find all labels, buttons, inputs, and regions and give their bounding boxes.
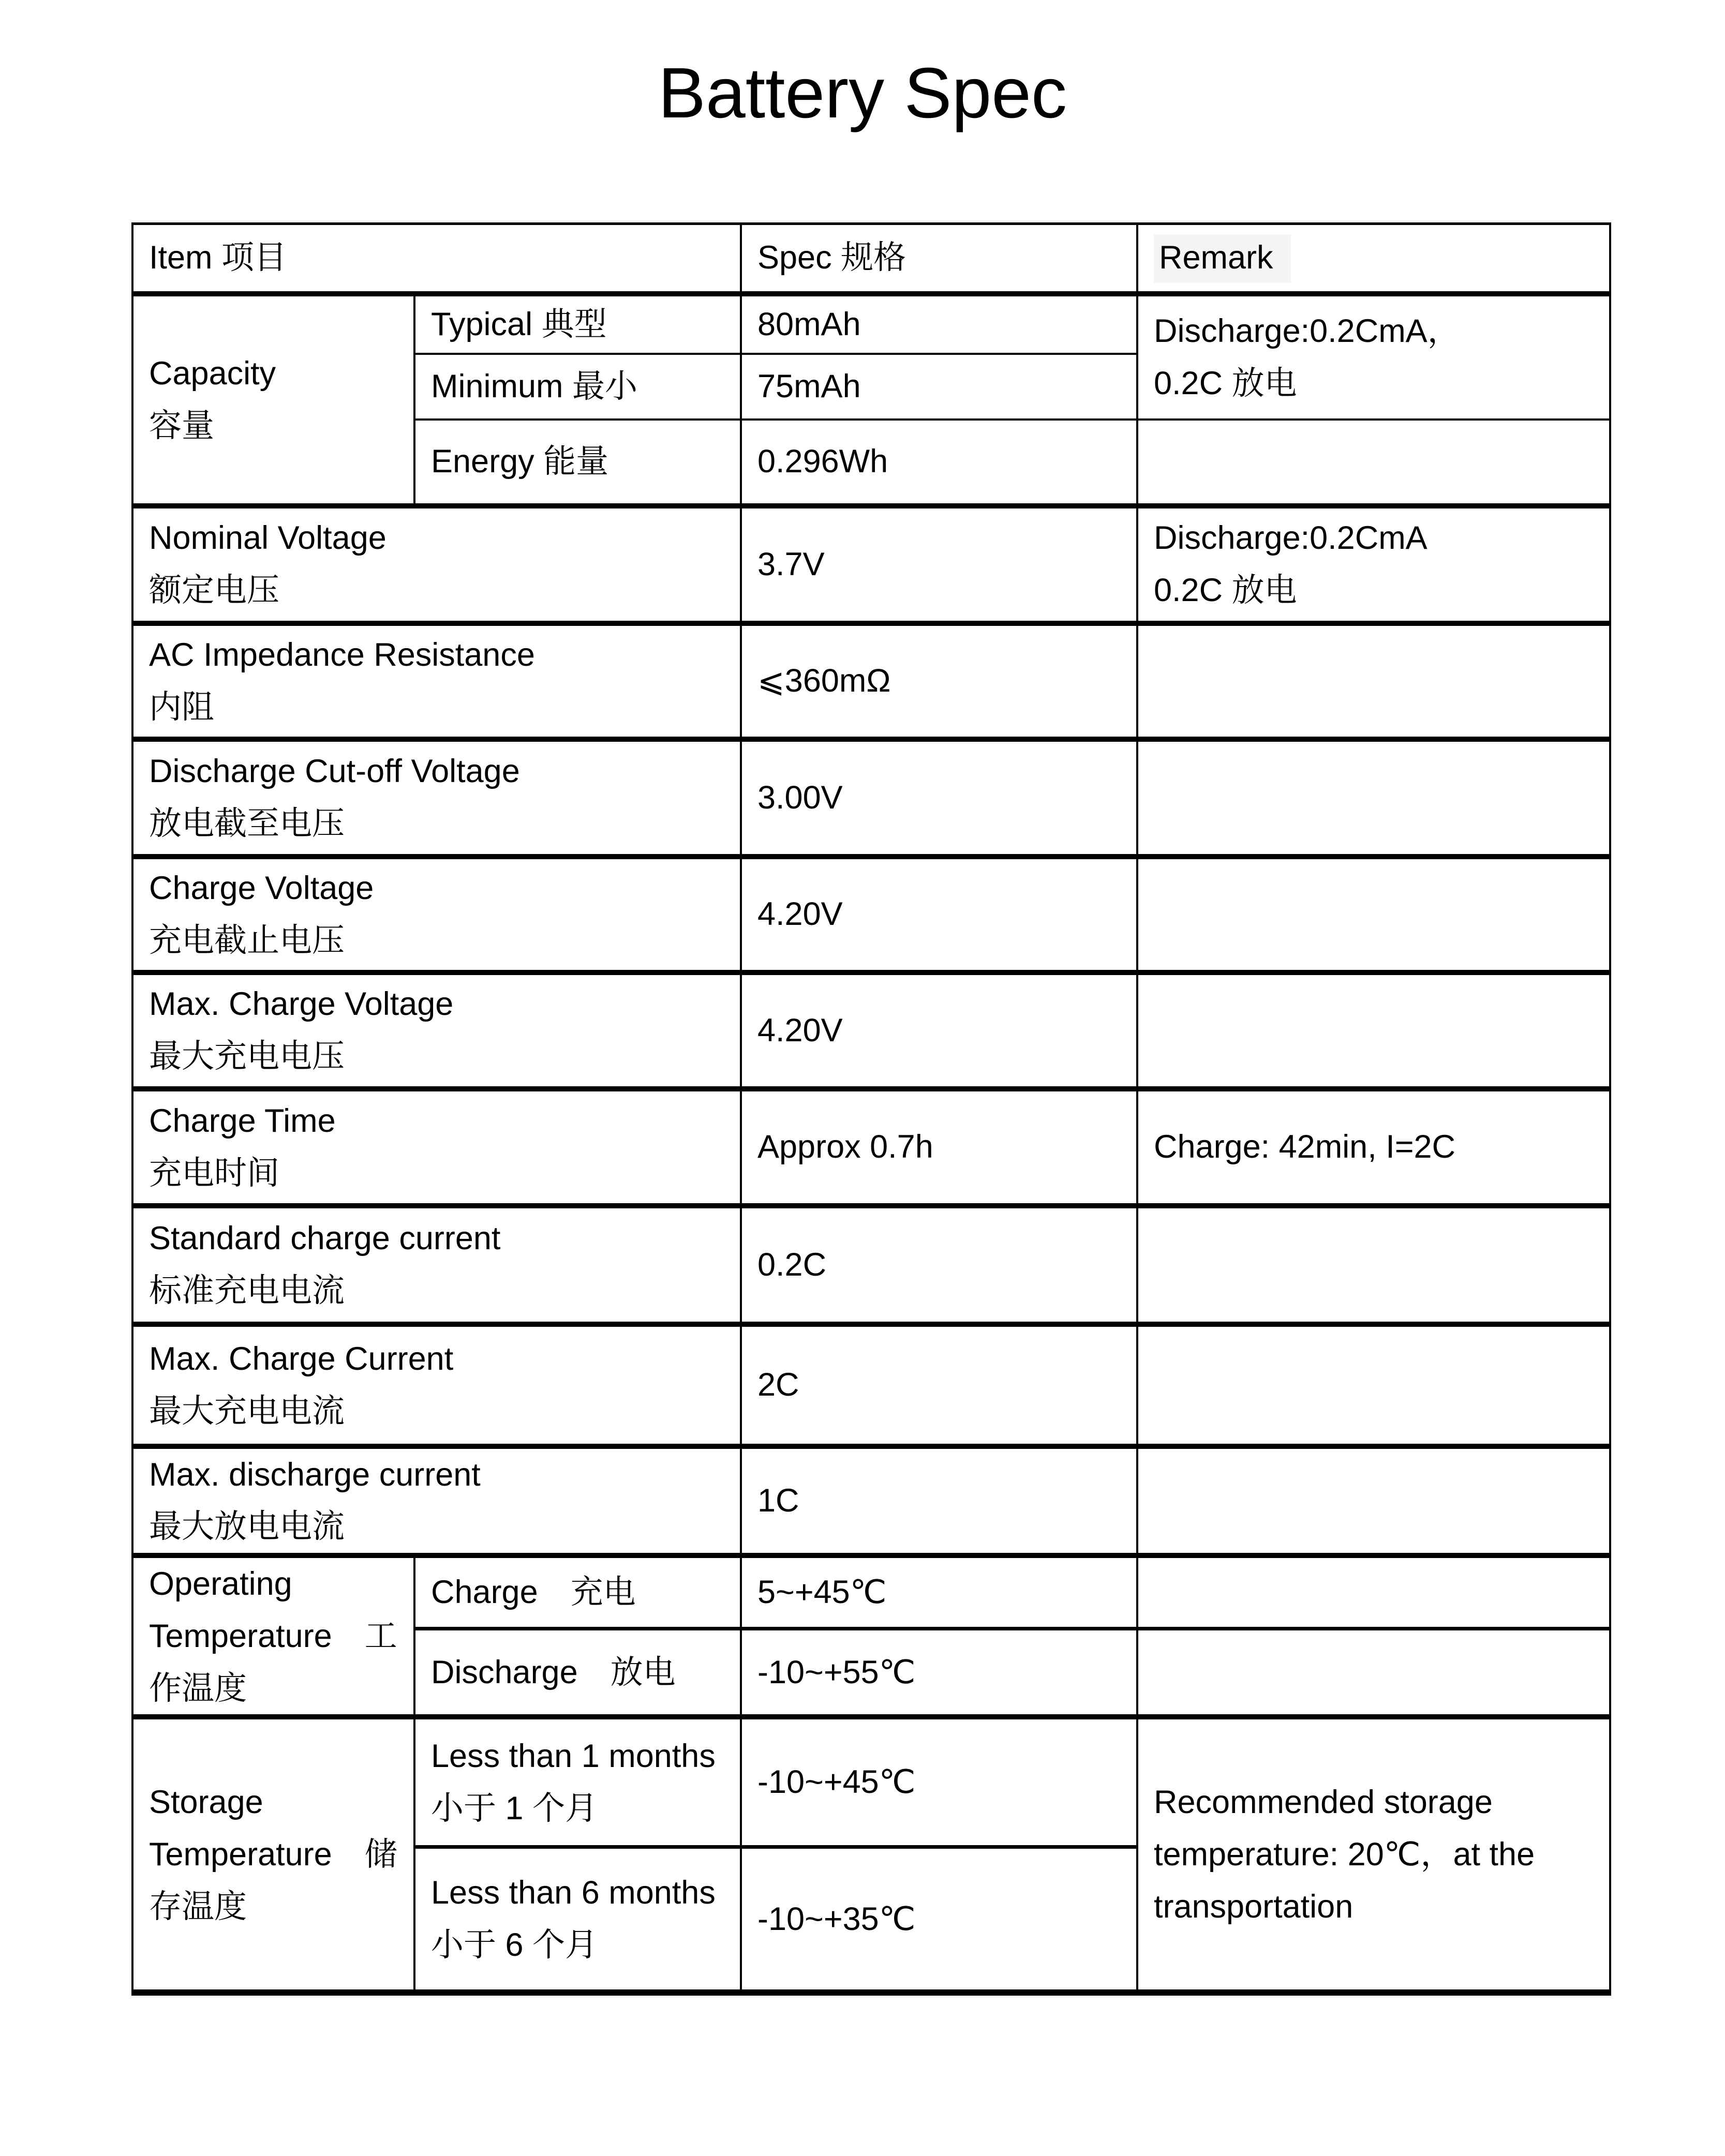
item-label-line: Temperature 储 xyxy=(149,1836,397,1873)
remark-cell-empty xyxy=(1137,420,1610,506)
row-discharge-cutoff xyxy=(132,739,1610,857)
spec-cell-ac-impedance: ⩽360mΩ xyxy=(741,623,1137,739)
row-charge-voltage xyxy=(132,857,1610,972)
spec-cell-max-charge-current: 2C xyxy=(741,1324,1137,1446)
item-label-en: Standard charge current xyxy=(149,1220,501,1257)
remark-highlight: Remark xyxy=(1154,234,1291,283)
item-cell-charge-voltage xyxy=(132,857,741,972)
item-label-en: Max. Charge Voltage xyxy=(149,986,454,1023)
remark-cell-empty xyxy=(1137,739,1610,857)
remark-cell-storage xyxy=(1137,1717,1610,1993)
item-label-en: AC Impedance Resistance xyxy=(149,636,535,673)
remark-line: Discharge:0.2CmA xyxy=(1154,520,1427,557)
item-cell-standard-charge-current xyxy=(132,1206,741,1324)
remark-cell-empty xyxy=(1137,857,1610,972)
row-max-discharge-current xyxy=(132,1446,1610,1556)
item-label-zh: 充电时间 xyxy=(149,1155,279,1191)
subitem-cell-energy: Energy 能量 xyxy=(414,420,741,506)
row-operating-charge xyxy=(132,1555,1610,1629)
remark-line: 0.2C 放电 xyxy=(1154,572,1297,608)
item-cell-ac-impedance xyxy=(132,623,741,739)
item-label-zh: 最大充电电流 xyxy=(149,1393,345,1429)
subitem-cell-op-charge: Charge 充电 xyxy=(414,1555,741,1629)
item-label-en: Nominal Voltage xyxy=(149,520,386,557)
item-label-line: Operating xyxy=(149,1566,292,1603)
remark-line: transportation xyxy=(1154,1888,1354,1925)
header-remark xyxy=(1137,224,1610,294)
spec-cell-nominal-voltage: 3.7V xyxy=(741,506,1137,623)
item-cell-max-discharge-current xyxy=(132,1446,741,1556)
remark-cell-empty xyxy=(1137,1555,1610,1629)
spec-cell-op-discharge: -10~+55℃ xyxy=(741,1629,1137,1717)
item-cell-capacity xyxy=(132,294,414,506)
item-label-zh: 充电截止电压 xyxy=(149,922,345,959)
spec-cell-charge-time: Approx 0.7h xyxy=(741,1089,1137,1206)
row-max-charge-voltage xyxy=(132,972,1610,1089)
remark-line: Discharge:0.2CmA， xyxy=(1154,312,1460,349)
item-label-zh: 额定电压 xyxy=(149,572,279,608)
row-ac-impedance xyxy=(132,623,1610,739)
item-label-en: Charge Time xyxy=(149,1102,336,1139)
remark-cell-charge-time: Charge: 42min, I=2C xyxy=(1137,1089,1610,1206)
remark-cell-empty xyxy=(1137,972,1610,1089)
spec-cell-charge-voltage: 4.20V xyxy=(741,857,1137,972)
item-cell-nominal-voltage xyxy=(132,506,741,623)
spec-cell-standard-charge-current: 0.2C xyxy=(741,1206,1137,1324)
item-cell-max-charge-voltage xyxy=(132,972,741,1089)
item-cell-storage-temperature xyxy=(132,1717,414,1993)
item-label-en: Max. discharge current xyxy=(149,1456,481,1493)
spec-cell-minimum: 75mAh xyxy=(741,354,1137,420)
item-label-line: Temperature 工 xyxy=(149,1618,397,1654)
item-label-zh: 最大充电电压 xyxy=(149,1038,345,1074)
item-cell-discharge-cutoff xyxy=(132,739,741,857)
item-cell-charge-time xyxy=(132,1089,741,1206)
item-label-en: Charge Voltage xyxy=(149,870,374,906)
item-cell-operating-temperature xyxy=(132,1555,414,1717)
spec-cell-energy: 0.296Wh xyxy=(741,420,1137,506)
header-item: Item 项目 xyxy=(132,224,741,294)
header-spec: Spec 规格 xyxy=(741,224,1137,294)
remark-cell-nominal-voltage xyxy=(1137,506,1610,623)
page-title: Battery Spec xyxy=(658,53,1067,133)
item-cell-max-charge-current xyxy=(132,1324,741,1446)
item-label-line: 存温度 xyxy=(149,1888,247,1925)
subitem-label-zh: 小于 1 个月 xyxy=(431,1790,598,1826)
spec-cell-max-discharge-current: 1C xyxy=(741,1446,1137,1556)
subitem-cell-storage-1month xyxy=(414,1717,741,1847)
item-label-zh: 内阻 xyxy=(149,688,214,725)
spec-cell-discharge-cutoff: 3.00V xyxy=(741,739,1137,857)
item-label-line: Storage xyxy=(149,1784,263,1821)
row-standard-charge-current xyxy=(132,1206,1610,1324)
remark-cell-empty xyxy=(1137,1206,1610,1324)
remark-cell-empty xyxy=(1137,623,1610,739)
spec-cell-typical: 80mAh xyxy=(741,294,1137,354)
item-label-zh: 容量 xyxy=(149,407,214,444)
remark-line: temperature: 20℃，at the xyxy=(1154,1836,1535,1873)
subitem-cell-typical: Typical 典型 xyxy=(414,294,741,354)
battery-spec-table xyxy=(131,222,1611,1996)
subitem-label-en: Less than 6 months xyxy=(431,1875,716,1911)
spec-cell-op-charge: 5~+45℃ xyxy=(741,1555,1137,1629)
item-label-line: 作温度 xyxy=(149,1670,247,1706)
item-label-en: Max. Charge Current xyxy=(149,1340,454,1377)
row-nominal-voltage xyxy=(132,506,1610,623)
remark-cell-empty xyxy=(1137,1324,1610,1446)
row-charge-time xyxy=(132,1089,1610,1206)
item-label-zh: 标准充电电流 xyxy=(149,1272,345,1309)
subitem-cell-storage-6months xyxy=(414,1847,741,1993)
header-row xyxy=(132,224,1610,294)
row-max-charge-current xyxy=(132,1324,1610,1446)
spec-cell-storage-1month: -10~+45℃ xyxy=(741,1717,1137,1847)
subitem-cell-minimum: Minimum 最小 xyxy=(414,354,741,420)
item-label-zh: 放电截至电压 xyxy=(149,805,345,842)
row-capacity-typical xyxy=(132,294,1610,354)
subitem-label-en: Less than 1 months xyxy=(431,1738,716,1774)
remark-line: 0.2C 放电 xyxy=(1154,365,1297,401)
remark-cell-empty xyxy=(1137,1629,1610,1717)
item-label-en: Discharge Cut-off Voltage xyxy=(149,753,520,790)
remark-line: Recommended storage xyxy=(1154,1784,1493,1821)
item-label-en: Capacity xyxy=(149,355,276,392)
subitem-cell-op-discharge: Discharge 放电 xyxy=(414,1629,741,1717)
spec-cell-storage-6months: -10~+35℃ xyxy=(741,1847,1137,1993)
subitem-label-zh: 小于 6 个月 xyxy=(431,1927,598,1964)
remark-cell-empty xyxy=(1137,1446,1610,1556)
remark-cell-capacity xyxy=(1137,294,1610,420)
item-label-zh: 最大放电电流 xyxy=(149,1508,345,1545)
row-storage-1month xyxy=(132,1717,1610,1847)
spec-cell-max-charge-voltage: 4.20V xyxy=(741,972,1137,1089)
